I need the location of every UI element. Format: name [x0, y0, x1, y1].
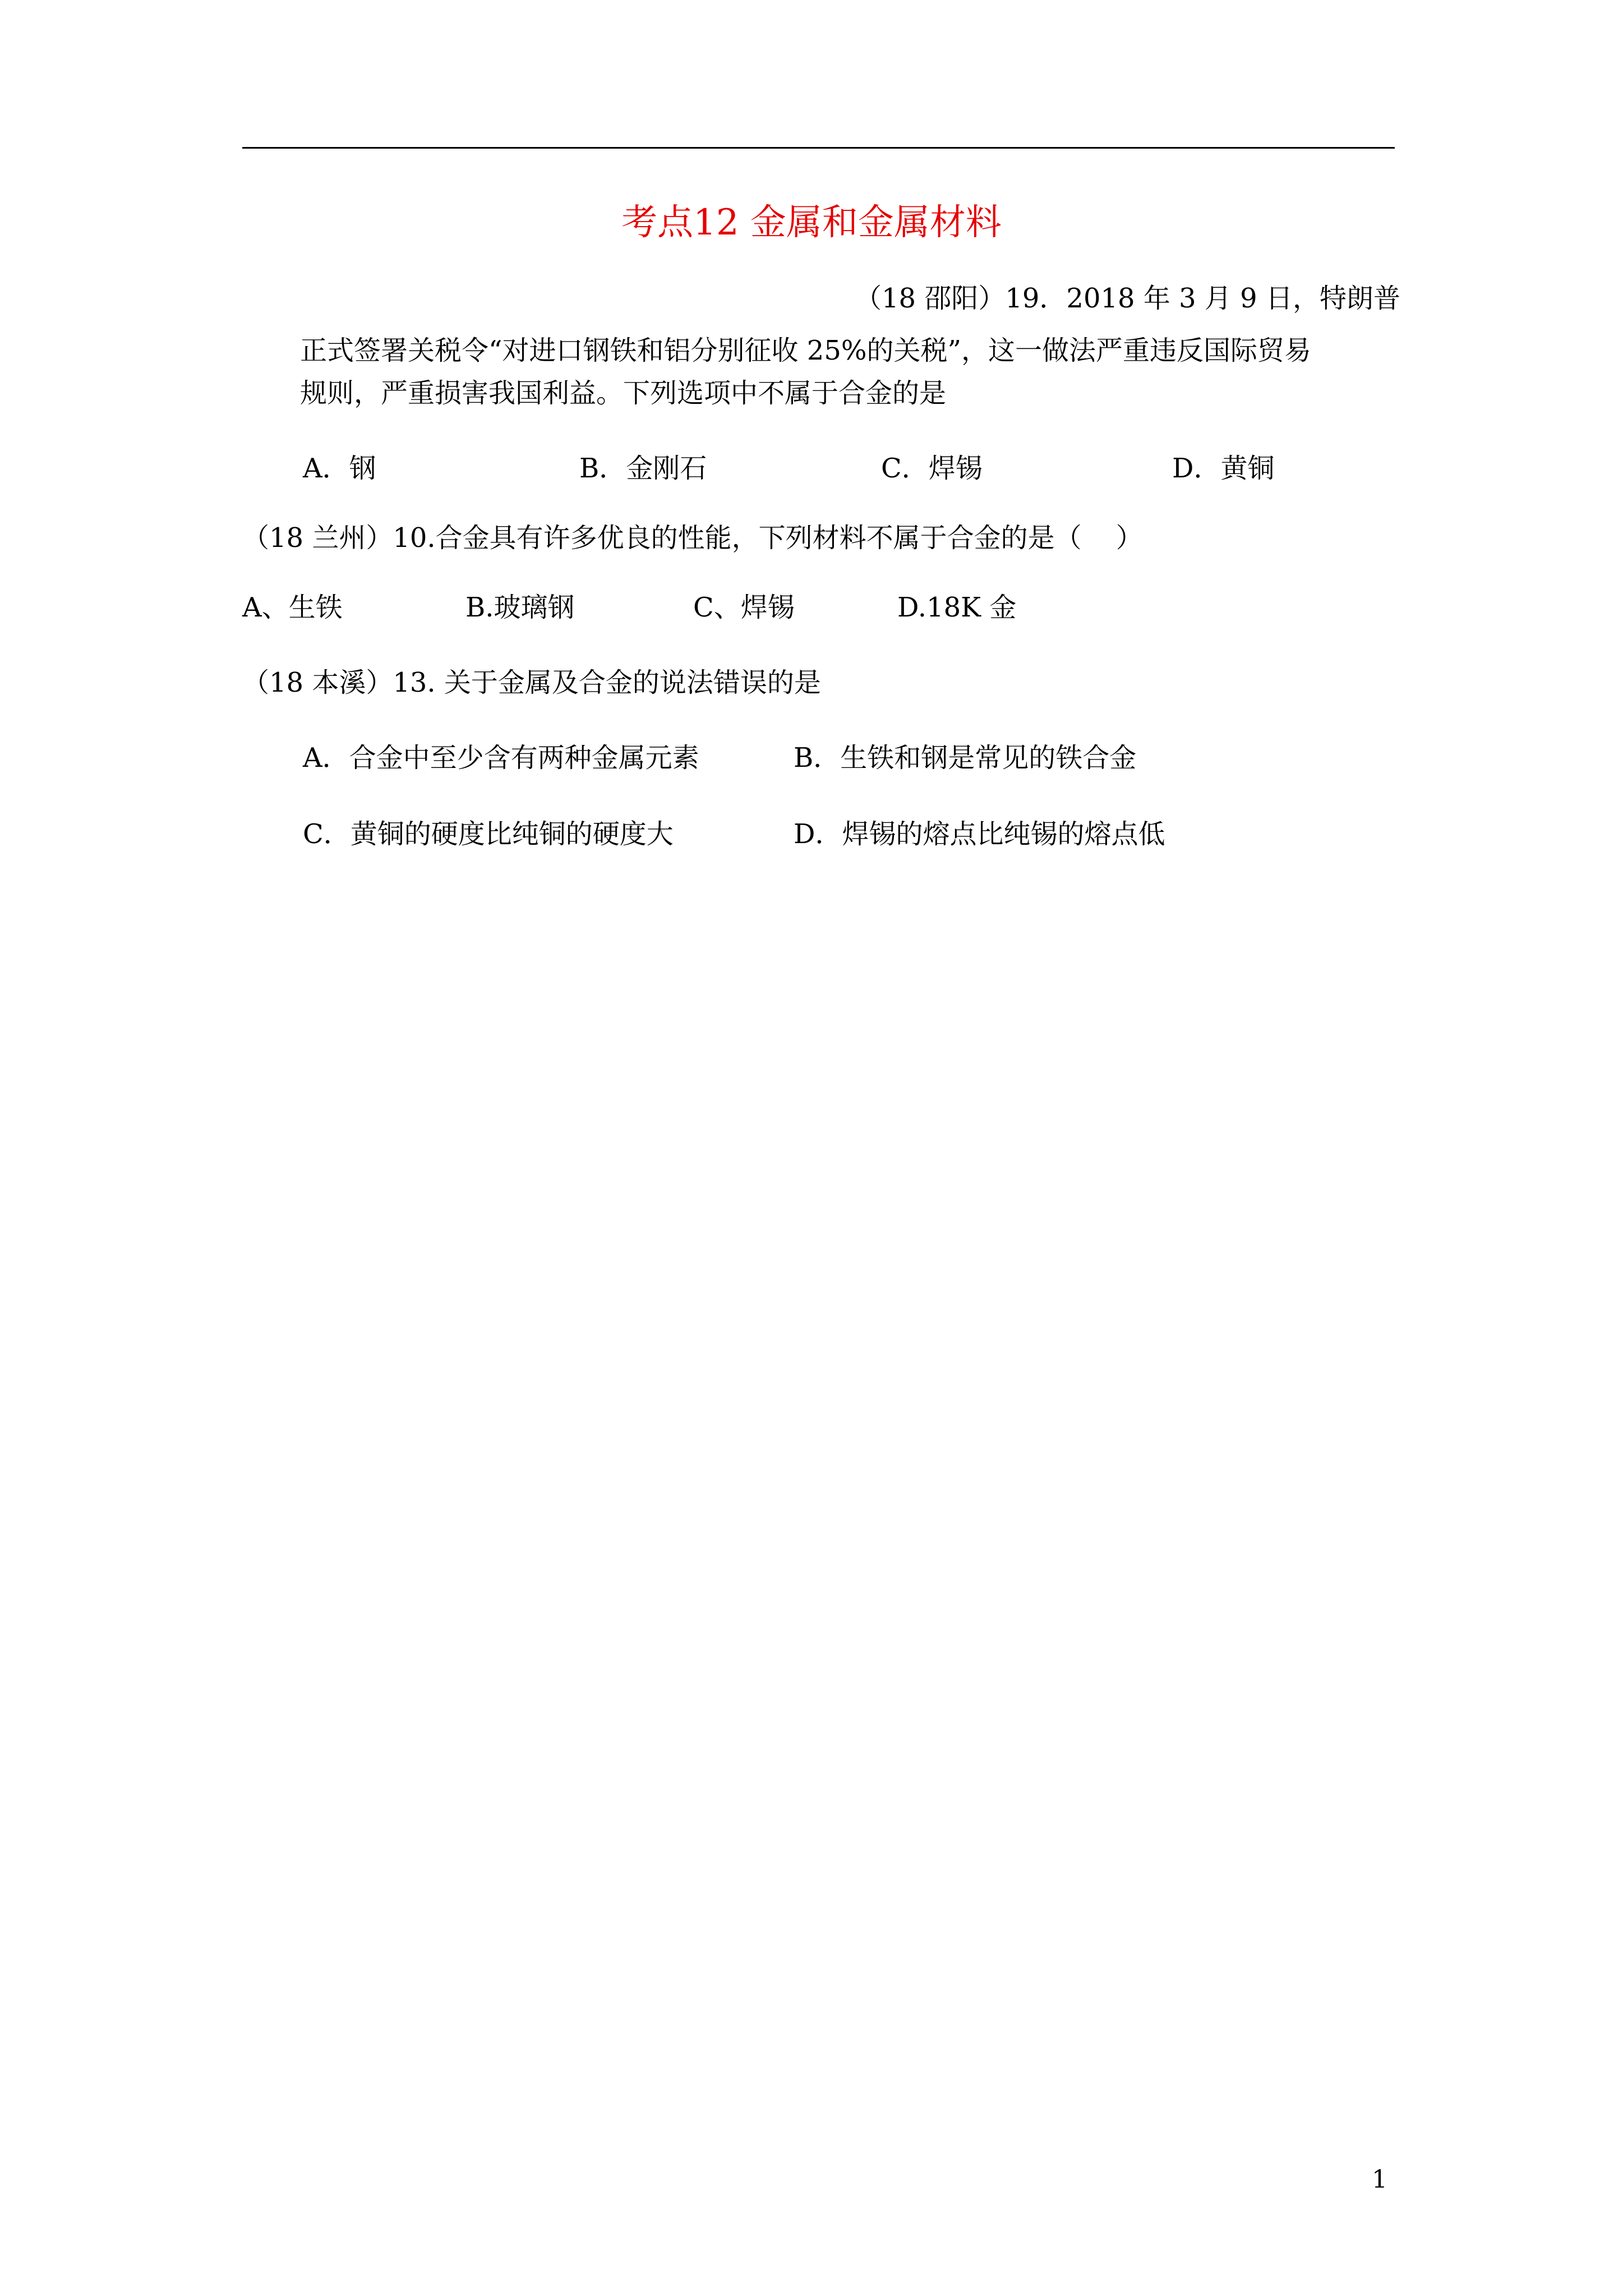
q1-option-d: D．黄铜 — [1172, 453, 1275, 484]
q3-option-b: B．生铁和钢是常见的铁合金 — [794, 742, 1137, 774]
page-number: 1 — [1372, 2165, 1387, 2194]
q3-option-a: A．合金中至少含有两种金属元素 — [303, 742, 699, 774]
q1-stem-line-3: 规则，严重损害我国利益。下列选项中不属于合金的是 — [300, 378, 947, 409]
header-rule — [242, 147, 1395, 149]
page-title: 考点12 金属和金属材料 — [621, 202, 1002, 243]
q1-stem-line-2: 正式签署关税令“对进口钢铁和铝分别征收 25%的关税”，这一做法严重违反国际贸易 — [300, 335, 1312, 366]
q1-option-c: C．焊锡 — [881, 453, 983, 484]
q3-option-d: D．焊锡的熔点比纯锡的熔点低 — [794, 818, 1165, 850]
q2-option-b: B.玻璃钢 — [465, 592, 575, 623]
q1-option-b: B．金刚石 — [579, 453, 707, 484]
q1-option-a: A．钢 — [303, 453, 376, 484]
q1-stem-line-1: （18 邵阳）19．2018 年 3 月 9 日，特朗普 — [855, 283, 1400, 314]
q3-stem: （18 本溪）13. 关于金属及合金的说法错误的是 — [242, 667, 821, 698]
q2-stem: （18 兰州）10.合金具有许多优良的性能，下列材料不属于合金的是（ ） — [242, 522, 1143, 554]
q2-option-a: A、生铁 — [242, 592, 343, 623]
q2-option-d: D.18K 金 — [897, 592, 1017, 623]
q2-option-c: C、焊锡 — [693, 592, 795, 623]
q3-option-c: C．黄铜的硬度比纯铜的硬度大 — [303, 818, 674, 850]
